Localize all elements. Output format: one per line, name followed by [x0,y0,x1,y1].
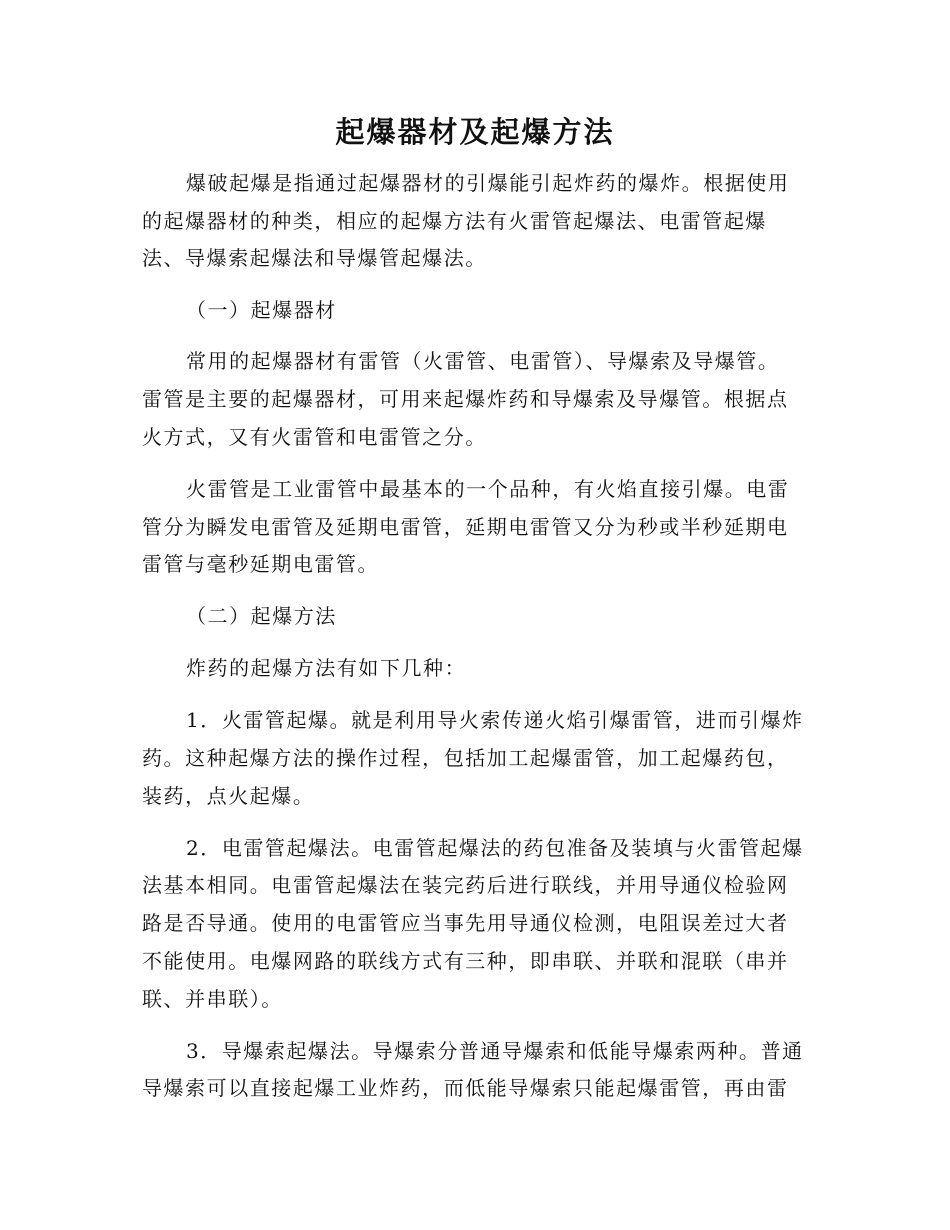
list-item-line: 3．导爆索起爆法。导爆索分普通导爆索和低能导爆索两种。普通 [186,1039,804,1063]
section-heading: （一）起爆器材 [186,298,337,322]
paragraph-line: 的起爆器材的种类，相应的起爆方法有火雷管起爆法、电雷管起爆 [142,209,767,233]
paragraph-line: 爆破起爆是指通过起爆器材的引爆能引起炸药的爆炸。根据使用 [186,171,790,195]
paragraph-line: 法、导爆索起爆法和导爆管起爆法。 [142,246,487,270]
list-item-line: 装药，点火起爆。 [142,784,315,808]
section-heading: （二）起爆方法 [186,604,337,628]
paragraph-line: 火方式，又有火雷管和电雷管之分。 [142,425,487,449]
document-title: 起爆器材及起爆方法 [335,115,615,149]
paragraph-line: 雷管与毫秒延期电雷管。 [142,552,380,576]
list-item-line: 导爆索可以直接起爆工业炸药，而低能导爆索只能起爆雷管，再由雷 [142,1076,789,1100]
paragraph-line: 常用的起爆器材有雷管（火雷管、电雷管）、导爆索及导爆管。 [186,349,780,373]
paragraph-line: 火雷管是工业雷管中最基本的一个品种，有火焰直接引爆。电雷 [186,477,790,501]
list-item-line: 法基本相同。电雷管起爆法在装完药后进行联线，并用导通仪检验网 [142,873,789,897]
list-item-line: 路是否导通。使用的电雷管应当事先用导通仪检测，电阻误差过大者 [142,911,789,935]
list-item-line: 1．火雷管起爆。就是利用导火索传递火焰引爆雷管，进而引爆炸 [186,708,804,732]
list-item-line: 2．电雷管起爆法。电雷管起爆法的药包准备及装填与火雷管起爆 [186,836,804,860]
paragraph-line: 雷管是主要的起爆器材，可用来起爆炸药和导爆索及导爆管。根据点 [142,387,789,411]
list-item-line: 不能使用。电爆网路的联线方式有三种，即串联、并联和混联（串并 [142,949,789,973]
list-item-line: 联、并串联）。 [142,987,283,1011]
list-item-line: 药。这种起爆方法的操作过程，包括加工起爆雷管，加工起爆药包， [142,746,789,770]
paragraph-line: 管分为瞬发电雷管及延期电雷管，延期电雷管又分为秒或半秒延期电 [142,515,789,539]
paragraph-line: 炸药的起爆方法有如下几种： [186,656,467,680]
